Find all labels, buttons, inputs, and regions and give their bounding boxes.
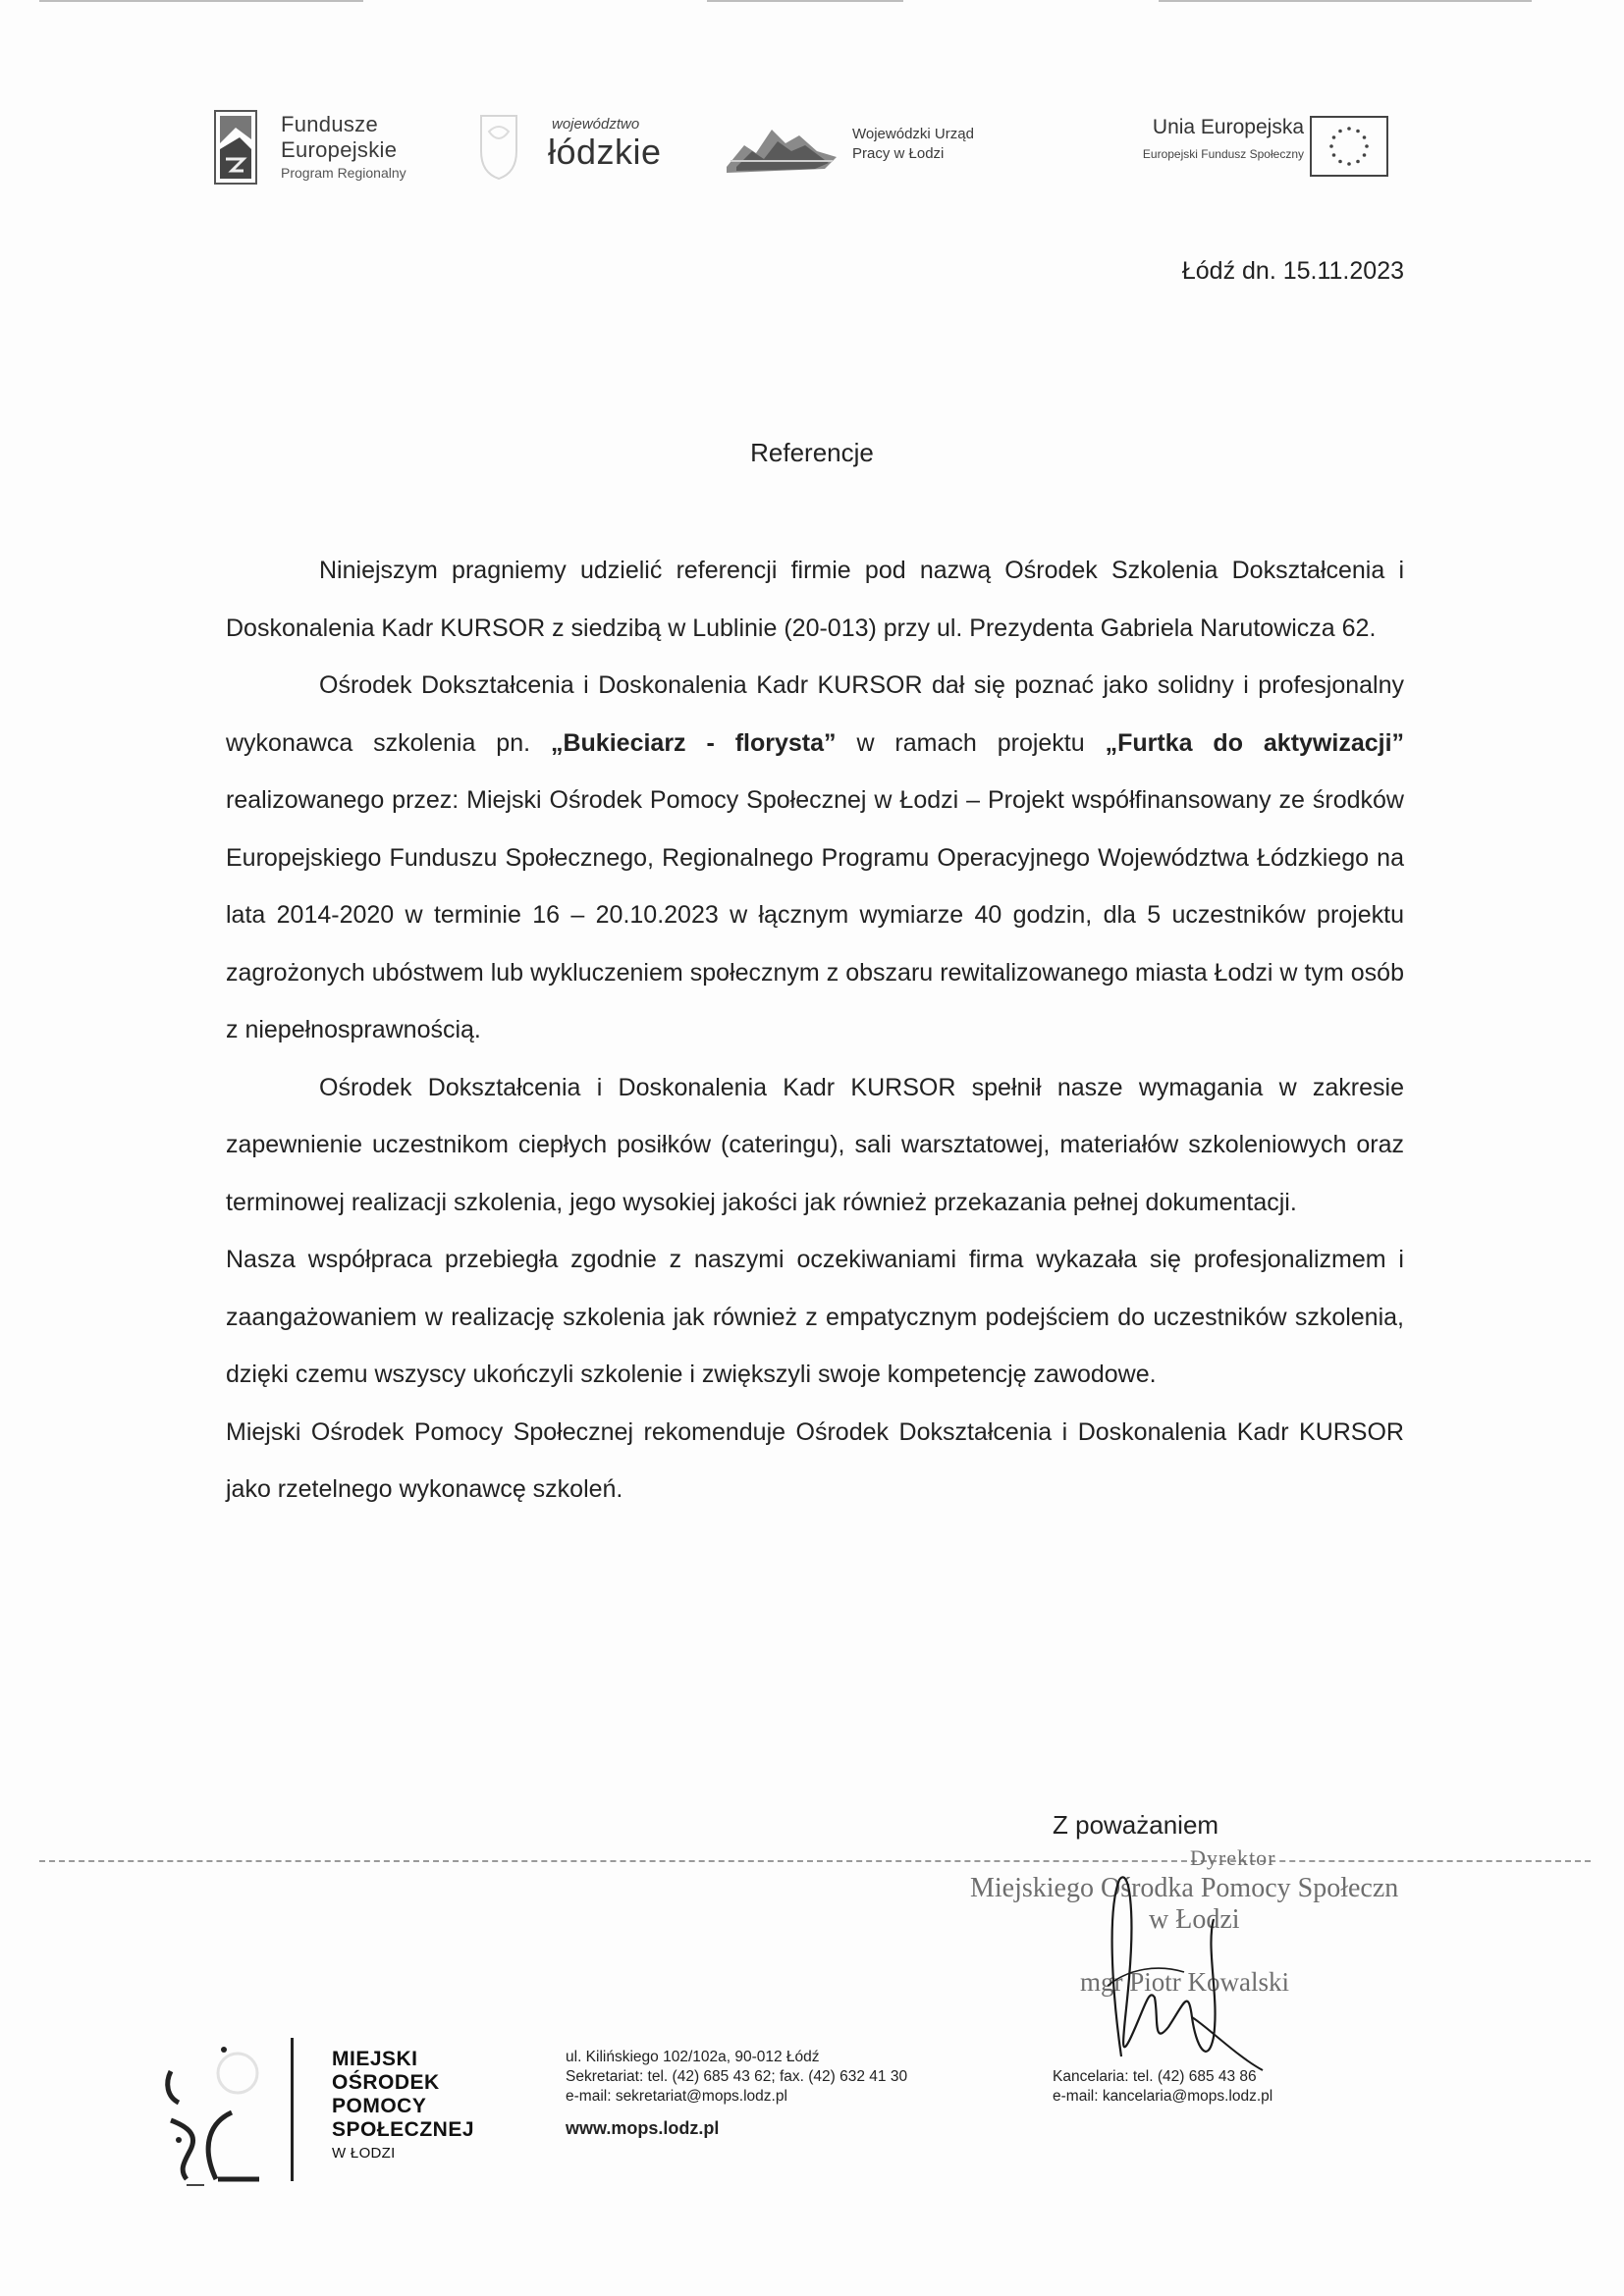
wup-lodz-logo	[727, 114, 1011, 183]
letter-body	[226, 542, 1404, 1519]
footer-divider	[291, 2038, 294, 2181]
paragraph-recommendation: Miejski Ośrodek Pomocy Społecznej rekomenduje Ośrodek Dokształcenia i Doskonalenia Kadr KURSOR jako rzetelnego wykonawcę szkoleń.	[226, 1417, 1404, 1503]
mops-name-line4: SPOŁECZNEJ	[332, 2118, 475, 2141]
footer-email-kancelaria: e-mail: kancelaria@mops.lodz.pl	[1053, 2088, 1273, 2105]
paragraph-intro: Niniejszym pragniemy udzielić referencji firmie pod nazwą Ośrodek Szkolenia Dokształcenia i Doskonalenia Kadr KURSOR z siedzibą w Lublinie (20-013) przy ul. Prezydenta Gabriela Narutowicza 62.	[226, 557, 1404, 642]
footer-address: ul. Kilińskiego 102/102a, 90-012 Łódź	[566, 2049, 820, 2065]
europejskie-label: Europejskie	[281, 137, 398, 162]
paragraph-cooperation: Nasza współpraca przebiegła zgodnie z naszymi oczekiwaniami firma wykazała się profesjonalizmem i zaangażowaniem w realizację szkolenia jak również z empatycznym podejściem do uczestników szkolenia, dzięki czemu wszyscy ukończyli szkolenie i zwiększyli swoje kompetencję zawodowe.	[226, 1246, 1404, 1388]
lodzkie-crest-icon	[477, 112, 520, 181]
scan-edge-mark	[39, 0, 363, 2]
unia-europejska-label: Unia Europejska	[1152, 116, 1304, 138]
handwritten-signature	[1090, 1870, 1306, 2076]
mops-name	[332, 2048, 474, 2165]
stamp-institution: Miejskiego Ośrodka Pomocy Społeczn	[970, 1873, 1399, 1903]
letter-title: Referencje	[750, 438, 874, 467]
wup-label-line1: Wojewódzki Urząd	[852, 126, 974, 142]
scan-edge-mark	[1159, 0, 1532, 2]
fundusze-label: Fundusze	[281, 112, 379, 136]
training-name: „Bukieciarz - florysta”	[550, 728, 837, 757]
mops-name-line3: POMOCY	[332, 2095, 427, 2117]
unia-europejska-logo	[1041, 110, 1394, 185]
stamp-city: w Łodzi	[1149, 1904, 1240, 1935]
wojewodztwo-lodzkie-logo	[461, 108, 687, 187]
fundusze-europejskie-logo	[214, 108, 450, 187]
eu-flag-icon	[1310, 116, 1388, 177]
letter-date: Łódź dn. 15.11.2023	[1181, 257, 1404, 285]
program-regionalny-label: Program Regionalny	[281, 165, 406, 181]
paragraph-training-text-a: Ośrodek Dokształcenia i Doskonalenia Kadr KURSOR dał się poznać jako solidny i profesjonalny wykonawca szkolenia pn.	[226, 671, 1404, 757]
footer-kancelaria: Kancelaria: tel. (42) 685 43 86	[1053, 2068, 1257, 2085]
mops-logo-icon	[157, 2032, 275, 2189]
paragraph-training-text-c: w ramach projektu	[836, 728, 1106, 757]
paragraph-training-text-e: realizowanego przez: Miejski Ośrodek Pomocy Społecznej w Łodzi – Projekt współfinansowany ze środków Europejskiego Funduszu Społecznego, Regionalnego Programu Operacyjnego Województwa Łódzkiego na lata 2014-2020 w terminie 16 – 20.10.2023 w łącznym wymiarze 40 godzin, dla 5 uczestników projektu zagrożonych ubóstwem lub wykluczeniem społecznym z obszaru rewitalizowanego miasta Łodzi w tym osób z niepełnosprawnością.	[226, 786, 1404, 1043]
wup-hills-icon	[727, 118, 837, 177]
paragraph-training	[226, 657, 1404, 1059]
lodzkie-label: łódzkie	[548, 132, 662, 172]
paragraph-requirements: Ośrodek Dokształcenia i Doskonalenia Kadr KURSOR spełnił nasze wymagania w zakresie zapewnienie uczestnikom ciepłych posiłków (cateringu), sali warsztatowej, materiałów szkoleniowych oraz terminowej realizacji szkolenia, jego wysokiej jakości jak również przekazania pełnej dokumentacji.	[226, 1073, 1404, 1216]
closing-greeting: Z poważaniem	[1053, 1810, 1219, 1840]
footer-email-sekretariat: e-mail: sekretariat@mops.lodz.pl	[566, 2088, 787, 2105]
stamp-person: mgr Piotr Kowalski	[1080, 1967, 1289, 1997]
mops-name-city: W ŁODZI	[332, 2145, 396, 2162]
footer-website: www.mops.lodz.pl	[566, 2118, 720, 2138]
fundusze-europejskie-mark-icon	[214, 110, 257, 185]
mops-name-line1: MIEJSKI	[332, 2048, 418, 2070]
footer-address-block	[566, 2048, 907, 2138]
efs-label: Europejski Fundusz Społeczny	[1142, 147, 1304, 161]
scan-edge-mark	[707, 0, 903, 2]
wojewodztwo-label: województwo	[552, 116, 640, 133]
mops-name-line2: OŚRODEK	[332, 2071, 440, 2094]
stamp-title: Dyrektor	[1190, 1845, 1276, 1870]
footer-kancelaria-block	[1053, 2067, 1272, 2107]
footer-sekretariat: Sekretariat: tel. (42) 685 43 62; fax. (42) 632 41 30	[566, 2068, 908, 2085]
project-name: „Furtka do aktywizacji”	[1105, 728, 1405, 757]
wup-label-line2: Pracy w Łodzi	[852, 145, 945, 162]
